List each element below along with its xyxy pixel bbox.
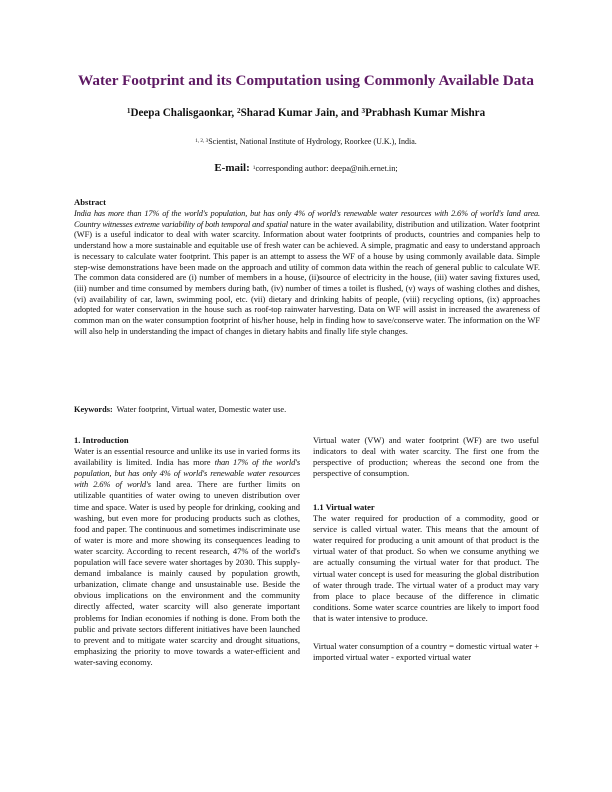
keywords-label: Keywords:: [74, 405, 113, 414]
author-1-name: Deepa Chalisgaonkar,: [130, 107, 235, 119]
introduction-paragraph: [74, 446, 300, 668]
keywords: [74, 405, 286, 414]
affiliation-marks: 1, 2, 3: [195, 138, 209, 145]
email-label: E-mail:: [214, 162, 250, 174]
abstract-body: [74, 209, 540, 337]
virtual-water-equation: [313, 641, 539, 663]
affiliation: [40, 137, 572, 147]
author-1-mark: 1: [126, 107, 131, 116]
introduction-heading: 1. Introduction: [74, 435, 129, 445]
abstract-text: nature in the water availability, distribution and utilization. Water footprint (WF) is a useful indicator to deal with water scarcity. Information about water footprints of products, countries and companies help to understand how a more sustainable and equitable use of fresh water can be achieved. A simple, pragmatic and easy to understand approach is necessary to calculate water footprint. This paper is an attempt to assess the WF of a house by using commonly available data. Simple step-wise demonstrations have been made on the approach and utility of common data within the reach of general public to calculate WF. The common data considered are (i) number of members in a house, (ii)source of electricity in the house, (iii) water saving fixtures used, (iii) number and time consumed by members during bath, (iv) number of times a toilet is flushed, (v) ways of washing clothes and dishes, (vi) availability of car, lawn, swimming pool, etc. (vii) dietary and drinking habits of people, (viii) recycling options, (ix) approaches adopted for water conservation in the house such as roof-top rainwater harvesting. Data on WF will assist in increased the awareness of common man on the water consumption footprint of his/her house, help in finding how to save/conserve water. The information on the WF will also help in understanding the impact of changes in dietary habits and finally life style changes.: [74, 219, 540, 336]
email-mark: 1: [252, 165, 256, 172]
author-2-name: Sharad Kumar Jain, and: [240, 107, 359, 119]
introduction-part-1: Water is an essential resource and unlike its use in varied forms its availability is limited. India has more: [74, 446, 300, 468]
vw-wf-text: Virtual water (VW) and water footprint (WF) are two useful indicators to deal with water scarcity. The first one from the perspective of production; whereas the second one from the perspective of consumption.: [313, 435, 539, 479]
introduction-section: [74, 435, 300, 668]
virtual-water-text: The water required for production of a commodity, good or service is called virtual water. This means that the amount of water required for producing a unit amount of that product is the virtual water of that product. So when we consume anything we are actually consuming the virtual water for that product. The virtual water concept is used for measuring the global distribution of water through trade. The virtual water of a product may vary from place to place because of the difference in climatic conditions. Some water scarce countries are likely to import food that is water intensive to produce.: [313, 513, 539, 623]
introduction-highlight: than 17% of the world's population, but has only 4% of world's renewable water resources with 2.6% of world's: [74, 457, 301, 490]
affiliation-text: Scientist, National Institute of Hydrology, Roorkee (U.K.), India.: [208, 137, 417, 146]
author-list: [40, 106, 572, 120]
email-line: [40, 161, 572, 176]
author-3-mark: 3: [361, 107, 366, 116]
abstract-heading: Abstract: [74, 197, 106, 207]
virtual-water-equation-text: Virtual water consumption of a country = domestic virtual water + imported virtual water - exported virtual water: [313, 641, 539, 663]
author-3-name: Prabhash Kumar Mishra: [365, 107, 486, 119]
email-text: corresponding author: deepa@nih.ernet.in;: [255, 164, 398, 173]
virtual-water-section: [313, 502, 539, 624]
paper-title: Water Footprint and its Computation using Commonly Available Data: [78, 72, 534, 89]
virtual-water-heading: 1.1 Virtual water: [313, 502, 375, 512]
introduction-part-2: land area. There are further limits on utilizable quantities of water owing to uneven distribution over time and space. Water is used by people for drinking, cooking and washing, but even more for producing products such as clothes, food and paper. The continuous and sometimes indiscriminate use of water is more and more showing its consequences leading to water scarcity. According to recent research, 47% of the world's population will face severe water shortages by 2030. This supply-demand imbalance is mainly caused by population growth, urbanization, climate change and unsustainable use. Beside the obvious implications on the environment and the community directly affected, water scarcity will also generate important problems for Indian economies if nothing is done. From both the public and private sectors different initiatives have been launched to prevent and to mitigate water scarcity and drought situations, emphasizing the priority to move towards a water-efficient and water-saving economy.: [74, 479, 300, 667]
author-2-mark: 2: [236, 107, 241, 116]
keywords-text: Water footprint, Virtual water, Domestic water use.: [114, 405, 287, 414]
abstract-highlight: India has more than 17% of the world's population, but has only 4% of world's renewable water resources with 2.6% of world's land area. Country witnesses extreme variability of both temporal and spatial: [74, 209, 540, 229]
vw-wf-paragraph: [313, 435, 539, 479]
